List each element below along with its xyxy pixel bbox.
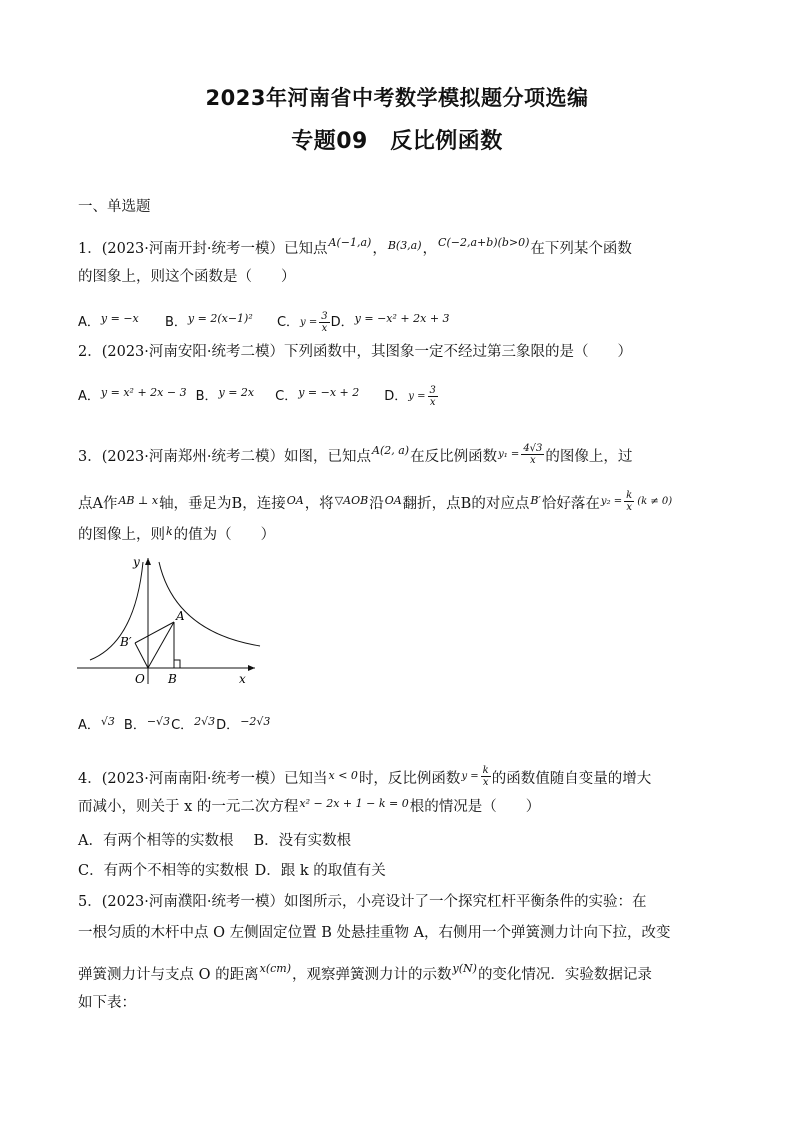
option-d-label: D． <box>384 389 408 404</box>
label-y: y <box>133 555 140 569</box>
y-axis-arrow-icon <box>145 558 151 565</box>
option-b-label: B． <box>164 315 187 330</box>
curve-y2 <box>90 562 143 660</box>
question-2-stem: 2．(2023·河南安阳·统考二模）下列函数中，其图象一定不经过第三象限的是（ ） <box>78 344 632 360</box>
question-3-line-3 <box>78 522 275 545</box>
x-axis-arrow-icon <box>248 665 255 671</box>
q3-text: 翻折，点B的对应点 <box>402 496 530 512</box>
option-a: y = −x <box>100 312 139 325</box>
option-c-label: C． <box>275 389 298 404</box>
option-d-fraction <box>408 385 438 408</box>
option-b-label: B． <box>195 389 218 404</box>
option-d-lhs: y = <box>408 390 426 402</box>
question-4-options-row-2 <box>78 861 386 881</box>
label-b: B <box>168 672 177 686</box>
q1-sep: ， <box>372 241 387 257</box>
q4-function-num: k <box>482 765 489 776</box>
option-c-den: x <box>321 322 328 334</box>
q4-text: 根的情况是（ ） <box>409 799 541 815</box>
q5-text: 弹簧测力计与支点 O 的距离 <box>78 967 259 983</box>
q3-text: 的图像上，则 <box>78 527 165 543</box>
label-a: A <box>176 609 185 623</box>
q4-text: 而减小，则关于 x 的一元二次方程 <box>78 799 299 815</box>
option-c-label: C． <box>276 315 300 330</box>
option-d-label: D． <box>216 718 240 733</box>
q3-math: ▽AOB <box>334 494 369 507</box>
q4-text: 时，反比例函数 <box>358 771 461 787</box>
question-3-options <box>78 712 271 736</box>
option-a-label: A． <box>78 718 100 733</box>
section-heading: 一、单选题 <box>78 199 151 215</box>
q1-text: 1．(2023·河南开封·统考一模）已知点 <box>78 241 328 257</box>
q4-function-lhs: y = <box>461 771 479 782</box>
question-5-line-1: 5．(2023·河南濮阳·统考一模）如图所示，小亮设计了一个探究杠杆平衡条件的实验：在 <box>78 894 647 910</box>
option-a: A．有两个相等的实数根 <box>78 833 234 849</box>
q3-text: 沿 <box>369 496 384 512</box>
question-5-line-2: 一根匀质的木杆中点 O 左侧固定位置 B 处悬挂重物 A，右侧用一个弹簧测力计向下拉，改变 <box>78 925 671 941</box>
option-d: D．跟 k 的取值有关 <box>254 863 386 879</box>
q4-math: x < 0 <box>328 769 358 782</box>
question-1-line-1 <box>78 233 632 259</box>
q1-point-a: A(−1,a) <box>328 236 372 249</box>
document-subtitle: 专题09 反比例函数 <box>291 129 503 154</box>
q3-function-1 <box>498 443 544 466</box>
option-a-label: A． <box>78 315 100 330</box>
option-b: −√3 <box>146 715 171 728</box>
q3-math: B′ <box>530 494 541 507</box>
question-1-options <box>78 309 451 334</box>
question-4-line-1 <box>78 765 651 789</box>
option-b: B．没有实数根 <box>253 833 352 849</box>
option-d-den: x <box>429 396 436 408</box>
q3-function-1-den: x <box>530 455 536 466</box>
q3-function-2-lhs: y₂ = <box>600 496 623 507</box>
q3-math: k <box>166 525 173 538</box>
option-c: C．有两个不相等的实数根 <box>78 863 249 879</box>
document-title: 2023年河南省中考数学模拟题分项选编 <box>205 86 589 110</box>
option-c-label: C． <box>171 718 194 733</box>
q4-function-den: x <box>482 777 489 788</box>
q3-point-a: A(2, a) <box>372 444 410 457</box>
q1-sep: ， <box>422 241 438 257</box>
q3-function-2-condition: (k ≠ 0) <box>637 496 673 507</box>
q3-math: AB ⊥ x <box>118 494 159 507</box>
question-1-line-2: 的图象上，则这个函数是（ ） <box>78 269 296 285</box>
question-4-line-2 <box>78 794 540 817</box>
q3-function-1-lhs: y₁ = <box>498 449 520 460</box>
q3-text: 轴，垂足为B，连接 <box>159 496 286 512</box>
question-5-line-4: 如下表： <box>78 995 136 1011</box>
q5-math: y(N) <box>452 962 477 975</box>
q3-function-2-den: x <box>626 502 632 513</box>
question-4-options-row-1 <box>78 831 351 851</box>
label-b-prime: B′ <box>120 635 132 649</box>
q5-text: ，观察弹簧测力计的示数 <box>292 967 452 983</box>
option-a: √3 <box>100 715 115 728</box>
option-d: −2√3 <box>240 715 271 728</box>
q1-text: 在下列某个函数 <box>530 241 632 257</box>
q3-math: OA <box>286 494 304 507</box>
option-c-num: 3 <box>321 310 328 322</box>
q5-text: 的变化情况．实验数据记录 <box>477 967 652 983</box>
option-c: y = −x + 2 <box>298 386 360 399</box>
option-b-label: B． <box>123 718 146 733</box>
q3-text: 3．(2023·河南郑州·统考二模）如图，已知点 <box>78 449 372 465</box>
option-d-num: 3 <box>429 384 436 396</box>
label-x: x <box>239 672 246 686</box>
question-5-line-3 <box>78 959 652 985</box>
option-b: y = 2(x−1)² <box>187 312 253 325</box>
right-angle-mark <box>174 660 180 668</box>
option-c-lhs: y = <box>300 316 318 328</box>
q4-text: 4．(2023·河南南阳·统考一模）已知当 <box>78 771 328 787</box>
option-d-label: D． <box>330 315 354 330</box>
q3-text: 点A作 <box>78 496 118 512</box>
q4-text: 的函数值随自变量的增大 <box>491 771 652 787</box>
q3-text: 恰好落在 <box>541 496 600 512</box>
option-c-fraction <box>300 311 330 334</box>
q4-math: x² − 2x + 1 − k = 0 <box>299 797 409 810</box>
option-a-label: A． <box>78 389 100 404</box>
q3-text: 的图像上，过 <box>545 449 633 465</box>
question-3-line-2 <box>78 490 673 514</box>
question-2-options <box>78 383 439 408</box>
q3-math: OA <box>384 494 402 507</box>
q3-function-2-num: k <box>626 490 633 501</box>
option-b: y = 2x <box>218 386 255 399</box>
q3-text: 在反比例函数 <box>410 449 498 465</box>
question-3-line-1 <box>78 441 632 467</box>
segment-ob-prime <box>135 643 148 668</box>
q4-function <box>461 765 490 788</box>
q3-function-2 <box>601 490 672 513</box>
q5-math: x(cm) <box>259 962 291 975</box>
q3-function-1-num: 4√3 <box>523 443 543 454</box>
option-c: 2√3 <box>194 715 216 728</box>
q1-point-c: C(−2,a+b)(b>0) <box>438 236 530 249</box>
q3-text: 的值为（ ） <box>173 527 276 543</box>
q3-figure <box>75 552 265 692</box>
option-d: y = −x² + 2x + 3 <box>354 312 450 325</box>
q1-point-b: B(3,a) <box>387 239 422 252</box>
q3-text: ，将 <box>304 496 334 512</box>
option-a: y = x² + 2x − 3 <box>100 386 187 399</box>
label-o: O <box>135 672 145 686</box>
